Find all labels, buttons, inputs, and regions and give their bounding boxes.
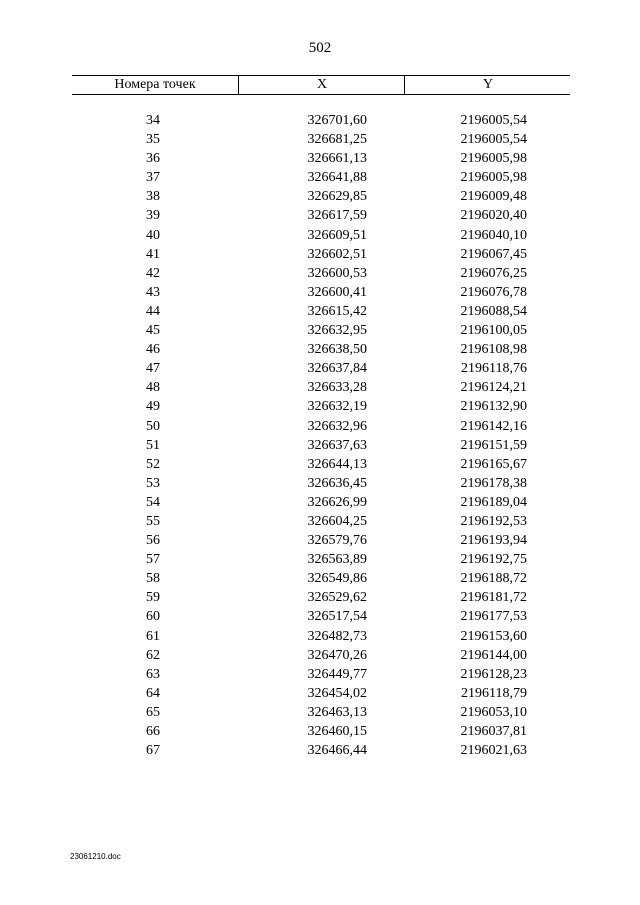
- x-coordinate-cell: 326633,28: [307, 380, 367, 396]
- table-row: [72, 245, 570, 264]
- point-number-cell: 61: [146, 628, 160, 644]
- header-y: Y: [404, 76, 571, 94]
- point-number-cell: 66: [146, 724, 160, 739]
- table-row: [72, 550, 570, 569]
- y-coordinate-cell: 2196005,98: [460, 151, 527, 167]
- x-coordinate-cell: 326632,95: [307, 323, 367, 339]
- y-coordinate-cell: 2196021,63: [460, 743, 527, 759]
- x-coordinate-cell: 326449,77: [307, 666, 367, 682]
- table-row: [72, 474, 570, 493]
- y-coordinate-cell: 2196118,76: [461, 361, 527, 377]
- table-row: [72, 168, 570, 187]
- table-row: [72, 283, 570, 302]
- y-coordinate-cell: 2196181,72: [460, 590, 527, 606]
- point-number-cell: 57: [146, 552, 160, 568]
- y-coordinate-cell: 2196009,48: [460, 189, 527, 205]
- y-coordinate-cell: 2196153,60: [460, 628, 527, 644]
- x-coordinate-cell: 326600,53: [307, 265, 367, 281]
- point-number-cell: 53: [146, 475, 160, 491]
- point-number-cell: 55: [146, 513, 160, 529]
- table-row: [72, 646, 570, 665]
- point-number-cell: 34: [146, 113, 160, 128]
- table-row: [72, 226, 570, 245]
- point-number-cell: 54: [146, 494, 160, 510]
- point-number-cell: 36: [146, 151, 160, 167]
- footer-filename: 23061210.doc: [70, 852, 121, 861]
- y-coordinate-cell: 2196020,40: [460, 208, 527, 224]
- point-number-cell: 56: [146, 533, 160, 549]
- point-number-cell: 50: [146, 418, 160, 434]
- table-row: [72, 722, 570, 741]
- table-row: [72, 493, 570, 512]
- table-row: [72, 531, 570, 550]
- table-body: [72, 111, 570, 760]
- y-coordinate-cell: 2196076,25: [460, 265, 527, 281]
- table-row: [72, 588, 570, 607]
- point-number-cell: 39: [146, 208, 160, 224]
- table-row: [72, 149, 570, 168]
- table-row: [72, 741, 570, 760]
- point-number-cell: 51: [146, 437, 160, 453]
- x-coordinate-cell: 326701,60: [307, 113, 367, 128]
- table-row: [72, 569, 570, 588]
- y-coordinate-cell: 2196124,21: [460, 380, 527, 396]
- y-coordinate-cell: 2196177,53: [460, 609, 527, 625]
- y-coordinate-cell: 2196151,59: [460, 437, 527, 453]
- y-coordinate-cell: 2196189,04: [460, 494, 527, 510]
- x-coordinate-cell: 326466,44: [307, 743, 367, 759]
- x-coordinate-cell: 326644,13: [307, 456, 367, 472]
- page-number: 502: [308, 40, 332, 56]
- point-number-cell: 47: [146, 361, 160, 377]
- x-coordinate-cell: 326529,62: [307, 590, 367, 606]
- y-coordinate-cell: 2196144,00: [460, 647, 527, 663]
- y-coordinate-cell: 2196053,10: [460, 704, 527, 720]
- point-number-cell: 58: [146, 571, 160, 587]
- table-row: [72, 436, 570, 455]
- table-row: [72, 187, 570, 206]
- y-coordinate-cell: 2196178,38: [460, 475, 527, 491]
- y-coordinate-cell: 2196132,90: [460, 399, 527, 415]
- y-coordinate-cell: 2196040,10: [460, 227, 527, 243]
- table-row: [72, 264, 570, 283]
- table-row: [72, 455, 570, 474]
- x-coordinate-cell: 326517,54: [307, 609, 367, 625]
- y-coordinate-cell: 2196192,53: [460, 513, 527, 529]
- y-coordinate-cell: 2196118,79: [461, 685, 527, 701]
- point-number-cell: 35: [146, 132, 160, 148]
- point-number-cell: 67: [146, 743, 160, 759]
- y-coordinate-cell: 2196192,75: [460, 552, 527, 568]
- table-header: [72, 75, 570, 95]
- y-coordinate-cell: 2196076,78: [460, 284, 527, 300]
- x-coordinate-cell: 326609,51: [307, 227, 367, 243]
- x-coordinate-cell: 326579,76: [307, 533, 367, 549]
- x-coordinate-cell: 326602,51: [307, 246, 367, 262]
- point-number-cell: 63: [146, 666, 160, 682]
- point-number-cell: 37: [146, 170, 160, 186]
- table-row: [72, 397, 570, 416]
- x-coordinate-cell: 326470,26: [307, 647, 367, 663]
- x-coordinate-cell: 326600,41: [307, 284, 367, 300]
- y-coordinate-cell: 2196100,05: [460, 323, 527, 339]
- table-row: [72, 627, 570, 646]
- y-coordinate-cell: 2196193,94: [460, 533, 527, 549]
- point-number-cell: 60: [146, 609, 160, 625]
- x-coordinate-cell: 326641,88: [307, 170, 367, 186]
- table-row: [72, 684, 570, 703]
- table-row: [72, 111, 570, 130]
- point-number-cell: 65: [146, 704, 160, 720]
- x-coordinate-cell: 326638,50: [307, 342, 367, 358]
- x-coordinate-cell: 326454,02: [307, 685, 367, 701]
- table-row: [72, 665, 570, 684]
- table-row: [72, 340, 570, 359]
- table-row: [72, 359, 570, 378]
- y-coordinate-cell: 2196005,98: [460, 170, 527, 186]
- y-coordinate-cell: 2196037,81: [460, 724, 527, 739]
- x-coordinate-cell: 326463,13: [307, 704, 367, 720]
- x-coordinate-cell: 326632,96: [307, 418, 367, 434]
- table-row: [72, 321, 570, 340]
- x-coordinate-cell: 326615,42: [307, 303, 367, 319]
- x-coordinate-cell: 326604,25: [307, 513, 367, 529]
- point-number-cell: 46: [146, 342, 160, 358]
- table-row: [72, 206, 570, 225]
- header-x: X: [238, 76, 405, 94]
- point-number-cell: 62: [146, 647, 160, 663]
- point-number-cell: 41: [146, 246, 160, 262]
- table-row: [72, 607, 570, 626]
- point-number-cell: 48: [146, 380, 160, 396]
- table-row: [72, 703, 570, 722]
- y-coordinate-cell: 2196088,54: [460, 303, 527, 319]
- y-coordinate-cell: 2196067,45: [460, 246, 527, 262]
- point-number-cell: 38: [146, 189, 160, 205]
- x-coordinate-cell: 326661,13: [307, 151, 367, 167]
- coordinates-table: [72, 75, 570, 760]
- point-number-cell: 43: [146, 284, 160, 300]
- point-number-cell: 40: [146, 227, 160, 243]
- y-coordinate-cell: 2196005,54: [460, 132, 527, 148]
- x-coordinate-cell: 326626,99: [307, 494, 367, 510]
- x-coordinate-cell: 326681,25: [307, 132, 367, 148]
- y-coordinate-cell: 2196188,72: [460, 571, 527, 587]
- point-number-cell: 59: [146, 590, 160, 606]
- point-number-cell: 49: [146, 399, 160, 415]
- y-coordinate-cell: 2196165,67: [460, 456, 527, 472]
- table-row: [72, 512, 570, 531]
- y-coordinate-cell: 2196128,23: [460, 666, 527, 682]
- x-coordinate-cell: 326460,15: [307, 724, 367, 739]
- point-number-cell: 42: [146, 265, 160, 281]
- y-coordinate-cell: 2196108,98: [460, 342, 527, 358]
- point-number-cell: 52: [146, 456, 160, 472]
- x-coordinate-cell: 326632,19: [307, 399, 367, 415]
- point-number-cell: 44: [146, 303, 160, 319]
- x-coordinate-cell: 326549,86: [307, 571, 367, 587]
- x-coordinate-cell: 326636,45: [307, 475, 367, 491]
- x-coordinate-cell: 326637,84: [307, 361, 367, 377]
- point-number-cell: 64: [146, 685, 160, 701]
- x-coordinate-cell: 326482,73: [307, 628, 367, 644]
- point-number-cell: 45: [146, 323, 160, 339]
- x-coordinate-cell: 326617,59: [307, 208, 367, 224]
- x-coordinate-cell: 326563,89: [307, 552, 367, 568]
- x-coordinate-cell: 326637,63: [307, 437, 367, 453]
- table-row: [72, 417, 570, 436]
- table-row: [72, 378, 570, 397]
- x-coordinate-cell: 326629,85: [307, 189, 367, 205]
- table-row: [72, 302, 570, 321]
- table-row: [72, 130, 570, 149]
- header-point-numbers: Номера точек: [114, 77, 196, 92]
- y-coordinate-cell: 2196005,54: [460, 113, 527, 128]
- y-coordinate-cell: 2196142,16: [460, 418, 527, 434]
